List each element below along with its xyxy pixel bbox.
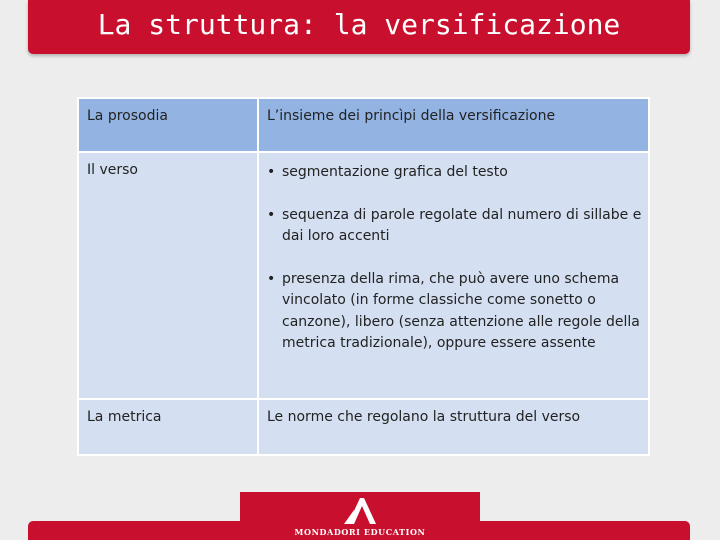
publisher-logo: [240, 492, 480, 540]
bullet-text: segmentazione grafica del testo: [282, 164, 508, 180]
title-bar: [28, 0, 690, 54]
definition-metrica: Le norme che regolano la struttura del verso: [258, 399, 649, 455]
bullet-icon: •: [267, 164, 276, 180]
slide-title: La struttura: la versificazione: [97, 8, 621, 41]
mondadori-rose-icon: [342, 498, 378, 524]
verso-bullet-list: [267, 162, 642, 355]
bullet-text: presenza della rima, che può avere uno schema vincolato (in forme classiche come sonetto o canzone), libero (senza attenzione alle regole della metrica tradizionale), oppure essere assente: [282, 270, 640, 351]
definition-prosodia: L’insieme dei princìpi della versificazione: [258, 98, 649, 152]
versification-table: [77, 97, 650, 456]
list-item: [267, 269, 642, 355]
table-row: [78, 399, 649, 455]
list-item: [267, 162, 642, 184]
logo-text: MONDADORI EDUCATION: [294, 527, 426, 537]
definition-verso: [258, 152, 649, 399]
bullet-icon: •: [267, 270, 276, 287]
table-row: [78, 152, 649, 399]
term-metrica: La metrica: [78, 399, 258, 455]
term-verso: Il verso: [78, 152, 258, 399]
list-item: [267, 205, 642, 248]
table-row: [78, 98, 649, 152]
bullet-text: sequenza di parole regolate dal numero di sillabe e dai loro accenti: [282, 206, 642, 244]
bullet-icon: •: [267, 206, 276, 223]
term-prosodia: La prosodia: [78, 98, 258, 152]
